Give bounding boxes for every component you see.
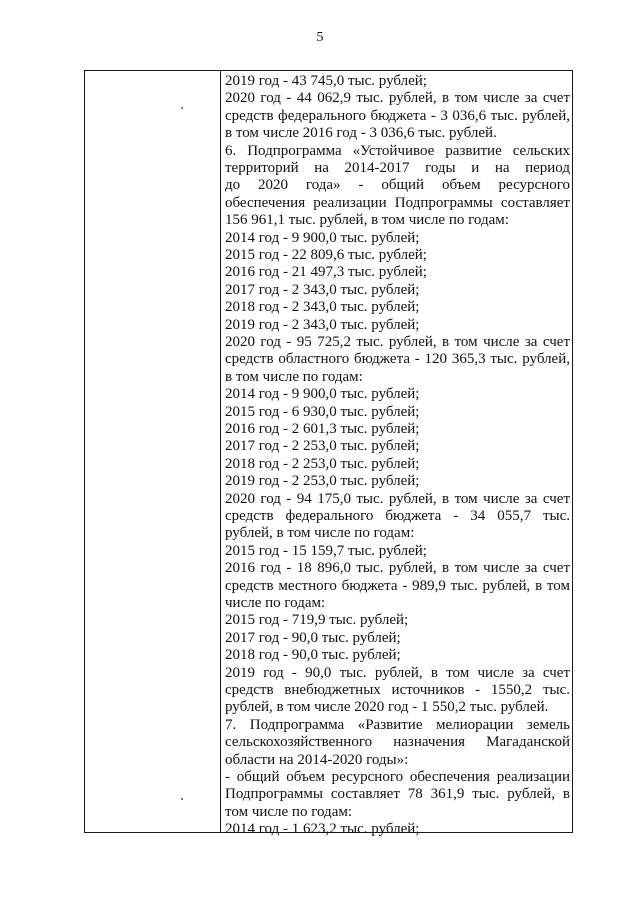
text-line: средств федерального бюджета - 34 055,7 тыс. bbox=[225, 508, 570, 524]
text-line: 6. Подпрограмма «Устойчивое развитие сельских bbox=[225, 142, 570, 159]
text-line: 2016 год - 18 896,0 тыс. рублей, в том числе за счет bbox=[225, 560, 570, 577]
text-line: 2020 год - 94 175,0 тыс. рублей, в том числе за счет bbox=[225, 490, 570, 507]
text-line: области на 2014-2020 годы»: bbox=[225, 751, 409, 768]
text-line: 2020 год - 95 725,2 тыс. рублей, в том числе за счет bbox=[225, 334, 570, 350]
text-line: 156 961,1 тыс. рублей, в том числе по годам: bbox=[225, 212, 509, 229]
page-number: 5 bbox=[316, 30, 324, 45]
text-line: 2015 год - 22 809,6 тыс. рублей; bbox=[225, 247, 427, 263]
text-line: 2014 год - 9 900,0 тыс. рублей; bbox=[225, 229, 420, 246]
text-line: рублей, в том числе 2020 год - 1 550,2 тыс. рублей. bbox=[225, 699, 549, 716]
text-line: до 2020 года» - общий объем ресурсного bbox=[225, 177, 570, 194]
text-line: том числе по годам: bbox=[225, 803, 353, 820]
text-line: средств федерального бюджета - 3 036,6 тыс. рублей, bbox=[225, 107, 570, 124]
scan-speck bbox=[181, 798, 183, 800]
text-line: 2018 год - 2 253,0 тыс. рублей; bbox=[225, 455, 420, 472]
text-line: 2014 год - 1 623,2 тыс. рублей; bbox=[225, 821, 420, 838]
text-line: 2020 год - 44 062,9 тыс. рублей, в том числе за счет bbox=[225, 90, 570, 107]
text-line: 2019 год - 90,0 тыс. рублей, в том числе за счет bbox=[225, 664, 570, 681]
text-line: 2019 год - 2 343,0 тыс. рублей; bbox=[225, 316, 420, 333]
text-line: 2016 год - 2 601,3 тыс. рублей; bbox=[225, 421, 420, 437]
text-line: 2016 год - 21 497,3 тыс. рублей; bbox=[225, 264, 427, 281]
text-line: 2017 год - 2 343,0 тыс. рублей; bbox=[225, 281, 420, 298]
text-line: 7. Подпрограмма «Развитие мелиорации земель bbox=[225, 716, 570, 733]
text-line: 2019 год - 2 253,0 тыс. рублей; bbox=[225, 473, 420, 490]
text-line: средств местного бюджета - 989,9 тыс. рублей, в том bbox=[225, 577, 570, 594]
text-line: 2015 год - 719,9 тыс. рублей; bbox=[225, 612, 409, 629]
scan-speck bbox=[181, 107, 183, 109]
text-line: территорий на 2014-2017 годы и на период bbox=[225, 160, 570, 176]
text-line: 2018 год - 2 343,0 тыс. рублей; bbox=[225, 299, 420, 316]
text-line: 2014 год - 9 900,0 тыс. рублей; bbox=[225, 386, 420, 403]
text-line: в том числе по годам: bbox=[225, 368, 363, 385]
text-line: средств внебюджетных источников - 1550,2 тыс. bbox=[225, 682, 570, 698]
text-line: средств областного бюджета - 120 365,3 тыс. рублей, bbox=[225, 351, 570, 368]
text-line: числе по годам: bbox=[225, 595, 326, 611]
text-line: сельскохозяйственного назначения Магаданской bbox=[225, 734, 570, 751]
text-line: 2018 год - 90,0 тыс. рублей; bbox=[225, 647, 401, 664]
table-left-column bbox=[85, 71, 221, 832]
text-line: 2017 год - 90,0 тыс. рублей; bbox=[225, 629, 401, 646]
text-line: рублей, в том числе по годам: bbox=[225, 525, 415, 542]
text-line: обеспечения реализации Подпрограммы составляет bbox=[225, 194, 570, 211]
text-line: 2015 год - 6 930,0 тыс. рублей; bbox=[225, 403, 420, 420]
text-line: 2015 год - 15 159,7 тыс. рублей; bbox=[225, 542, 427, 559]
text-line: Подпрограммы составляет 78 361,9 тыс. рублей, в bbox=[225, 786, 570, 803]
text-line: 2017 год - 2 253,0 тыс. рублей; bbox=[225, 438, 420, 455]
resource-table bbox=[84, 70, 573, 838]
text-line: 2019 год - 43 745,0 тыс. рублей; bbox=[225, 73, 427, 89]
text-line: в том числе 2016 год - 3 036,6 тыс. рублей. bbox=[225, 125, 497, 142]
text-line: - общий объем ресурсного обеспечения реализации bbox=[225, 769, 570, 785]
table-right-column bbox=[221, 71, 574, 838]
